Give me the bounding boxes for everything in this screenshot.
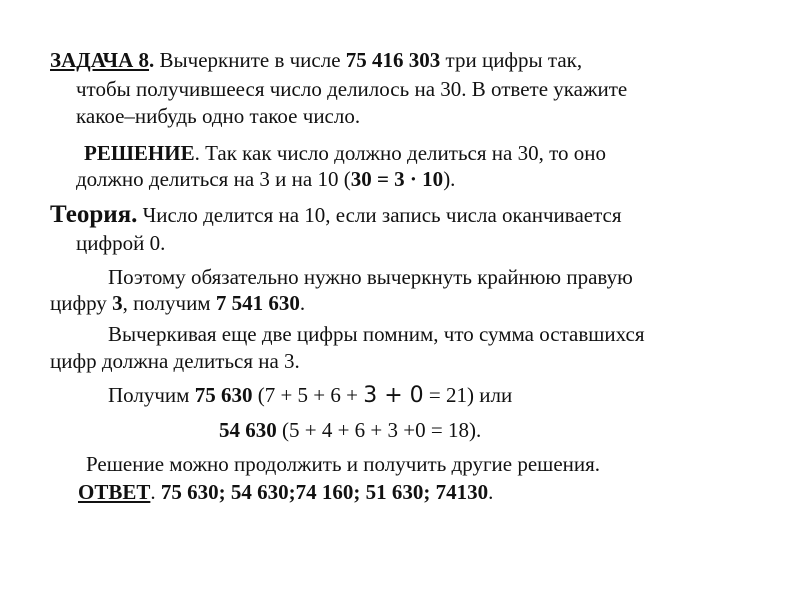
para1-result: 7 541 630 xyxy=(215,291,300,315)
answer-line xyxy=(78,480,493,505)
answer-label: ОТВЕТ xyxy=(78,480,151,504)
solution-text-1: . Так как число должно делиться на 30, то оно xyxy=(194,141,606,165)
task-text-2: три цифры так, xyxy=(440,48,583,72)
theory-line-1 xyxy=(50,202,622,228)
solution-line-2 xyxy=(76,167,455,192)
get-text-3: = 21) или xyxy=(423,383,513,407)
task-text-1: Вычеркните в числе xyxy=(154,48,346,72)
solution-text-2: должно делиться на 3 и на 10 ( xyxy=(76,167,351,191)
get-text-2: (7 + 5 + 6 + xyxy=(252,383,364,407)
para1-line-2 xyxy=(50,291,305,316)
task-label: ЗАДАЧА 8 xyxy=(50,48,150,72)
task-number: 75 416 303 xyxy=(345,48,441,72)
para1-digit: 3 xyxy=(112,291,123,315)
para1-text-2: , получим xyxy=(122,291,216,315)
theory-label: Теория. xyxy=(50,201,138,228)
answer-dot: . xyxy=(150,480,161,504)
task-line-1 xyxy=(50,48,582,73)
solution-formula: 30 = 3 · 10 xyxy=(350,167,444,191)
get-text-4: (5 + 4 + 6 + 3 +0 = 18). xyxy=(276,418,482,442)
get-number-2: 54 630 xyxy=(219,418,277,442)
theory-text-1: Число делится на 10, если запись числа оканчивается xyxy=(137,203,622,227)
answer-values: 75 630; 54 630;74 160; 51 630; 74130 xyxy=(160,480,489,504)
para1-text-3: . xyxy=(299,291,306,315)
task-line-3: какое–нибудь одно такое число. xyxy=(76,104,361,128)
get-number-1: 75 630 xyxy=(194,383,253,407)
para1-text-1: цифру xyxy=(50,291,113,315)
para1-line-1: Поэтому обязательно нужно вычеркнуть крайнюю правую xyxy=(108,265,633,289)
answer-end: . xyxy=(488,480,494,504)
solution-label: РЕШЕНИЕ xyxy=(84,141,195,165)
task-dot: . xyxy=(149,48,155,72)
para2-line-1: Вычеркивая еще две цифры помним, что сумма оставшихся xyxy=(108,322,645,346)
solution-text-3: ). xyxy=(443,167,456,191)
task-line-2: чтобы получившееся число делилось на 30. В ответе укажите xyxy=(76,77,628,101)
get-text-1: Получим xyxy=(108,383,195,407)
solution-line-1 xyxy=(84,141,606,166)
get-line-2 xyxy=(219,418,481,443)
para2-line-2: цифр должна делиться на 3. xyxy=(50,349,300,373)
continue-line: Решение можно продолжить и получить другие решения. xyxy=(86,452,601,476)
get-line-1 xyxy=(108,383,512,408)
theory-line-2: цифрой 0. xyxy=(76,231,166,255)
get-wide-digits: 3 + 0 xyxy=(363,383,424,408)
